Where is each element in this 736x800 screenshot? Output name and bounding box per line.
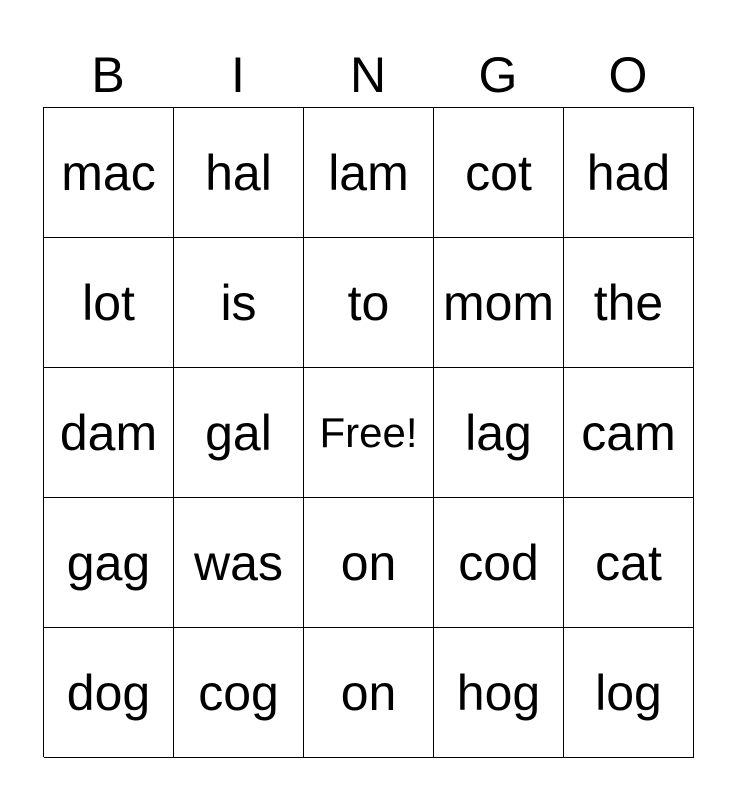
bingo-cell[interactable]: on <box>304 498 434 628</box>
header-letter-i: I <box>231 47 245 103</box>
bingo-cell[interactable]: mom <box>434 238 564 368</box>
header-letter-o: O <box>608 47 648 103</box>
bingo-cell[interactable]: was <box>174 498 304 628</box>
bingo-card-grid <box>43 107 694 757</box>
bingo-cell[interactable]: lag <box>434 368 564 498</box>
bingo-cell[interactable]: cat <box>564 498 694 628</box>
bingo-cell[interactable]: hog <box>434 628 564 758</box>
header-letter-g: G <box>478 47 518 103</box>
bingo-cell[interactable]: dog <box>44 628 174 758</box>
bingo-cell[interactable]: hal <box>174 108 304 238</box>
bingo-cell[interactable]: cam <box>564 368 694 498</box>
bingo-cell[interactable]: lot <box>44 238 174 368</box>
bingo-cell[interactable]: gag <box>44 498 174 628</box>
bingo-cell[interactable]: mac <box>44 108 174 238</box>
bingo-cell[interactable]: cod <box>434 498 564 628</box>
bingo-cell[interactable]: gal <box>174 368 304 498</box>
bingo-cell[interactable]: the <box>564 238 694 368</box>
bingo-cell[interactable]: lam <box>304 108 434 238</box>
bingo-cell[interactable]: is <box>174 238 304 368</box>
bingo-cell[interactable]: dam <box>44 368 174 498</box>
free-space-cell[interactable]: Free! <box>304 368 434 498</box>
bingo-cell[interactable]: had <box>564 108 694 238</box>
bingo-cell[interactable]: cot <box>434 108 564 238</box>
bingo-cell[interactable]: to <box>304 238 434 368</box>
bingo-cell[interactable]: on <box>304 628 434 758</box>
header-letter-n: N <box>349 47 387 103</box>
bingo-cell[interactable]: log <box>564 628 694 758</box>
bingo-header <box>43 42 693 108</box>
header-letter-b: B <box>91 47 125 103</box>
bingo-cell[interactable]: cog <box>174 628 304 758</box>
